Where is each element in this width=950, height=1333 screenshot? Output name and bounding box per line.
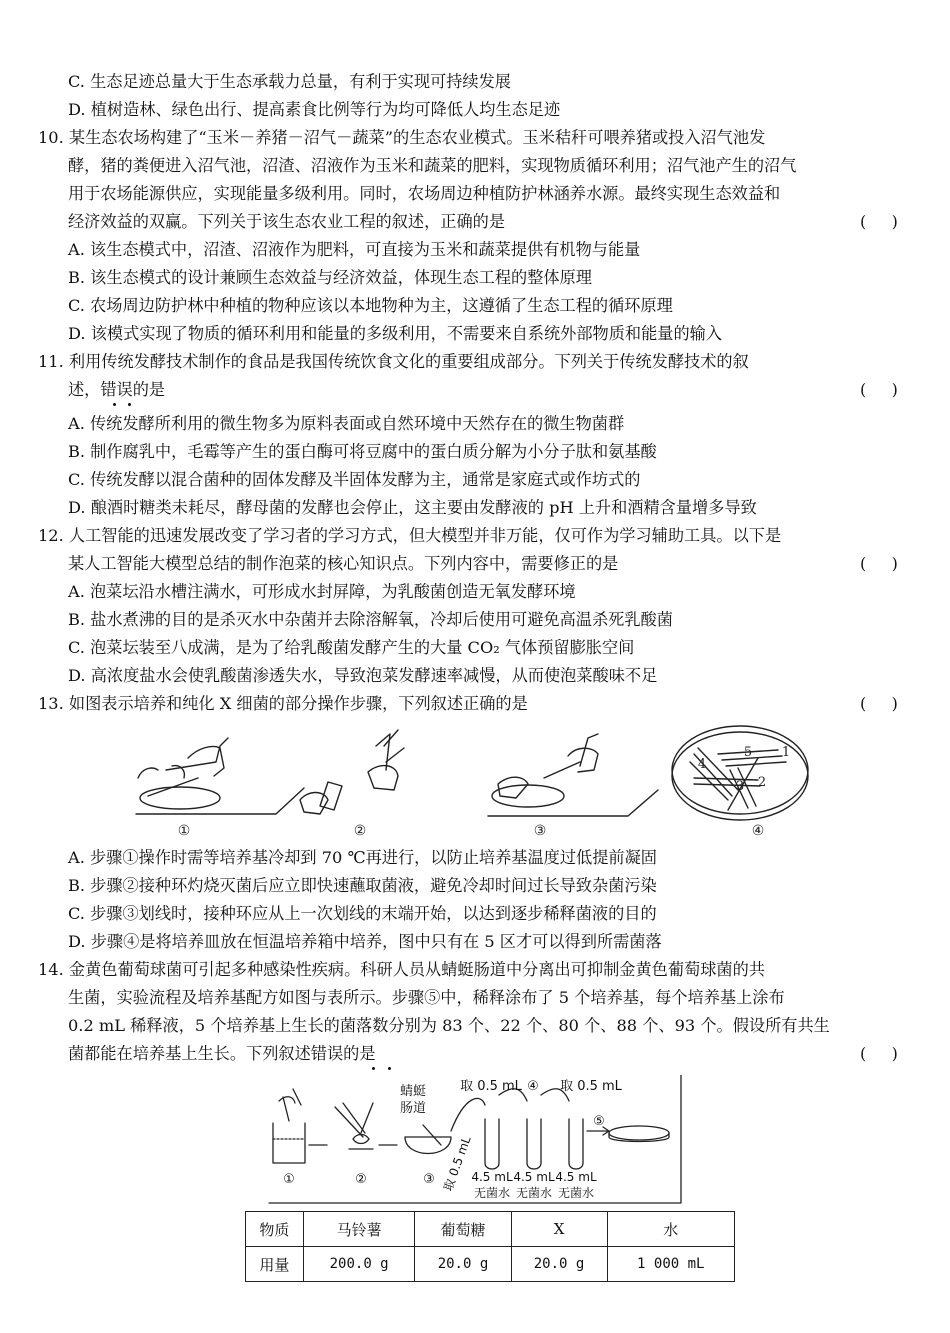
q10-stem-line4: 经济效益的双赢。下列关于该生态农业工程的叙述，正确的是 bbox=[68, 212, 506, 231]
organ-label: 蜻蜓 bbox=[399, 1084, 427, 1099]
table-cell: 1 000 mL bbox=[607, 1247, 734, 1282]
table-header-cell: 马铃薯 bbox=[303, 1212, 415, 1247]
dish-zone-label: 3 bbox=[735, 779, 745, 794]
table-row bbox=[246, 1247, 735, 1282]
q10-option-b[interactable]: B. 该生态模式的设计兼顾生态效益与经济效益，体现生态工程的整体原理 bbox=[68, 268, 592, 287]
step-5-label: ⑤ bbox=[593, 1114, 605, 1129]
tube-volume-label: 4.5 mL bbox=[513, 1170, 555, 1184]
q12-option-b[interactable]: B. 盐水煮沸的目的是杀灭水中杂菌并去除溶解氧，冷却后使用可避免高温杀死乳酸菌 bbox=[68, 610, 673, 629]
table-header-cell: 物质 bbox=[246, 1212, 304, 1247]
tube-volume-label: 4.5 mL bbox=[555, 1170, 597, 1184]
emphasis-dot bbox=[128, 403, 131, 406]
tube-liquid-label: 无菌水 bbox=[515, 1186, 553, 1200]
take-volume-label: 取 0.5 mL bbox=[560, 1079, 622, 1094]
q14-answer-blank[interactable]: ( ) bbox=[860, 1044, 898, 1063]
q13-option-d[interactable]: D. 步骤④是将培养皿放在恒温培养箱中培养，图中只有在 5 区才可以得到所需菌落 bbox=[68, 932, 662, 951]
table-cell: 用量 bbox=[246, 1247, 304, 1282]
q10-option-d[interactable]: D. 该模式实现了物质的循环利用和能量的多级利用，不需要来自系统外部物质和能量的输入 bbox=[68, 324, 723, 343]
table-cell: 200.0 g bbox=[303, 1247, 415, 1282]
fig-step-label: ① bbox=[177, 823, 191, 839]
dish-zone-label: 4 bbox=[697, 757, 707, 772]
q10-stem-line1: 10. 某生态农场构建了“玉米－养猪－沼气－蔬菜”的生态农业模式。玉米秸秆可喂养猪或投入沼气池发 bbox=[38, 128, 766, 147]
q11-stem-line1: 11. 利用传统发酵技术制作的食品是我国传统饮食文化的重要组成部分。下列关于传统发酵技术的叙 bbox=[38, 352, 749, 371]
q14-stem-line4: 菌都能在培养基上生长。下列叙述错误的是 bbox=[68, 1044, 376, 1063]
q14-isolation-flow-figure bbox=[265, 1075, 685, 1205]
q12-option-a[interactable]: A. 泡菜坛沿水槽注满水，可形成水封屏障，为乳酸菌创造无氧发酵环境 bbox=[68, 582, 576, 601]
q12-stem-line2: 某人工智能大模型总结的制作泡菜的核心知识点。下列内容中，需要修正的是 bbox=[68, 554, 619, 573]
fig-step-label: ② bbox=[353, 823, 367, 839]
dish-zone-label: 1 bbox=[781, 745, 791, 760]
q10-stem-line3: 用于农场能源供应，实现能量多级利用。同时，农场周边种植防护林涵养水源。最终实现生态效益和 bbox=[68, 184, 781, 203]
q12-option-c[interactable]: C. 泡菜坛装至八成满，是为了给乳酸菌发酵产生的大量 CO₂ 气体预留膨胀空间 bbox=[68, 638, 635, 657]
emphasis-dot bbox=[372, 1067, 375, 1070]
q10-answer-blank[interactable]: ( ) bbox=[860, 212, 898, 231]
q12-answer-blank[interactable]: ( ) bbox=[860, 554, 898, 573]
medium-recipe-table bbox=[245, 1211, 735, 1282]
q14-stem-line3: 0.2 mL 稀释液，5 个培养基上生长的菌落数分别为 83 个、22 个、80 个、88 个、93 个。假设所有共生 bbox=[68, 1016, 830, 1035]
organ-label: 肠道 bbox=[399, 1101, 427, 1116]
q13-option-c[interactable]: C. 步骤③划线时，接种环应从上一次划线的末端开始，以达到逐步稀释菌液的目的 bbox=[68, 904, 657, 923]
q11-stem-line2: 述，错误的是 bbox=[68, 380, 166, 399]
step-1-label: ① bbox=[283, 1172, 295, 1187]
q14-stem-line2: 生菌，实验流程及培养基配方如图与表所示。步骤⑤中，稀释涂布了 5 个培养基，每个培养基上涂布 bbox=[68, 988, 785, 1007]
fig-step-label: ③ bbox=[533, 823, 547, 839]
tube-volume-label: 4.5 mL bbox=[471, 1170, 513, 1184]
q10-option-a[interactable]: A. 该生态模式中，沼渣、沼液作为肥料，可直接为玉米和蔬菜提供有机物与能量 bbox=[68, 240, 641, 259]
step-3-label: ③ bbox=[423, 1172, 435, 1187]
q10-option-c[interactable]: C. 农场周边防护林中种植的物种应该以本地物种为主，这遵循了生态工程的循环原理 bbox=[68, 296, 673, 315]
step-2-label: ② bbox=[355, 1172, 367, 1187]
q11-option-c[interactable]: C. 传统发酵以混合菌种的固体发酵及半固体发酵为主，通常是家庭式或作坊式的 bbox=[68, 470, 641, 489]
pouring-plate-drawing bbox=[136, 738, 304, 814]
q11-option-d[interactable]: D. 酿酒时糖类未耗尽，酵母菌的发酵也会停止，这主要由发酵液的 pH 上升和酒精含量增多导致 bbox=[68, 498, 757, 517]
q13-streak-plate-figure bbox=[128, 718, 820, 843]
dish-zone-label: 2 bbox=[757, 775, 767, 790]
q13-option-a[interactable]: A. 步骤①操作时需等培养基冷却到 70 ℃再进行，以防止培养基温度过低提前凝固 bbox=[68, 848, 657, 867]
q12-stem-line1: 12. 人工智能的迅速发展改变了学习者的学习方式，但大模型并非万能，仅可作为学习辅助工具。以下是 bbox=[38, 526, 782, 545]
tube-liquid-label: 无菌水 bbox=[473, 1186, 511, 1200]
q10-stem-line2: 酵，猪的粪便进入沼气池，沼渣、沼液作为玉米和蔬菜的肥料，实现物质循环利用；沼气池产生的沼气 bbox=[68, 156, 797, 175]
take-volume-diagonal-label: 取 0.5 mL bbox=[440, 1134, 474, 1193]
take-volume-label: 取 0.5 mL bbox=[460, 1079, 522, 1094]
q9-option-d[interactable]: D. 植树造林、绿色出行、提高素食比例等行为均可降低人均生态足迹 bbox=[68, 100, 561, 119]
emphasis-dot bbox=[388, 1067, 391, 1070]
petri-dish-drawing bbox=[672, 726, 808, 820]
table-header-cell: 葡萄糖 bbox=[415, 1212, 511, 1247]
streaking-drawing bbox=[488, 734, 658, 816]
q9-option-c[interactable]: C. 生态足迹总量大于生态承载力总量，有利于实现可持续发展 bbox=[68, 72, 511, 91]
table-cell: 20.0 g bbox=[511, 1247, 607, 1282]
table-cell: 20.0 g bbox=[415, 1247, 511, 1282]
q13-answer-blank[interactable]: ( ) bbox=[860, 694, 898, 713]
table-header-cell: 水 bbox=[607, 1212, 734, 1247]
q13-stem-line1: 13. 如图表示培养和纯化 X 细菌的部分操作步骤，下列叙述正确的是 bbox=[38, 694, 528, 713]
q14-stem-line1: 14. 金黄色葡萄球菌可引起多种感染性疾病。科研人员从蜻蜓肠道中分离出可抑制金黄色葡萄球菌的共 bbox=[38, 960, 765, 979]
table-header-cell: X bbox=[511, 1212, 607, 1247]
flaming-loop-drawing bbox=[300, 730, 404, 814]
emphasis-dot bbox=[113, 403, 116, 406]
q11-answer-blank[interactable]: ( ) bbox=[860, 380, 898, 399]
q12-option-d[interactable]: D. 高浓度盐水会使乳酸菌渗透失水，导致泡菜发酵速率减慢，从而使泡菜酸味不足 bbox=[68, 666, 658, 685]
q11-option-a[interactable]: A. 传统发酵所利用的微生物多为原料表面或自然环境中天然存在的微生物菌群 bbox=[68, 414, 625, 433]
tube-liquid-label: 无菌水 bbox=[557, 1186, 595, 1200]
step-4-label: ④ bbox=[527, 1079, 539, 1094]
table-header-row bbox=[246, 1212, 735, 1247]
dish-zone-label: 5 bbox=[743, 745, 753, 760]
fig-step-label: ④ bbox=[751, 823, 765, 839]
q11-option-b[interactable]: B. 制作腐乳中，毛霉等产生的蛋白酶可将豆腐中的蛋白质分解为小分子肽和氨基酸 bbox=[68, 442, 657, 461]
q13-option-b[interactable]: B. 步骤②接种环灼烧灭菌后应立即快速蘸取菌液，避免冷却时间过长导致杂菌污染 bbox=[68, 876, 657, 895]
